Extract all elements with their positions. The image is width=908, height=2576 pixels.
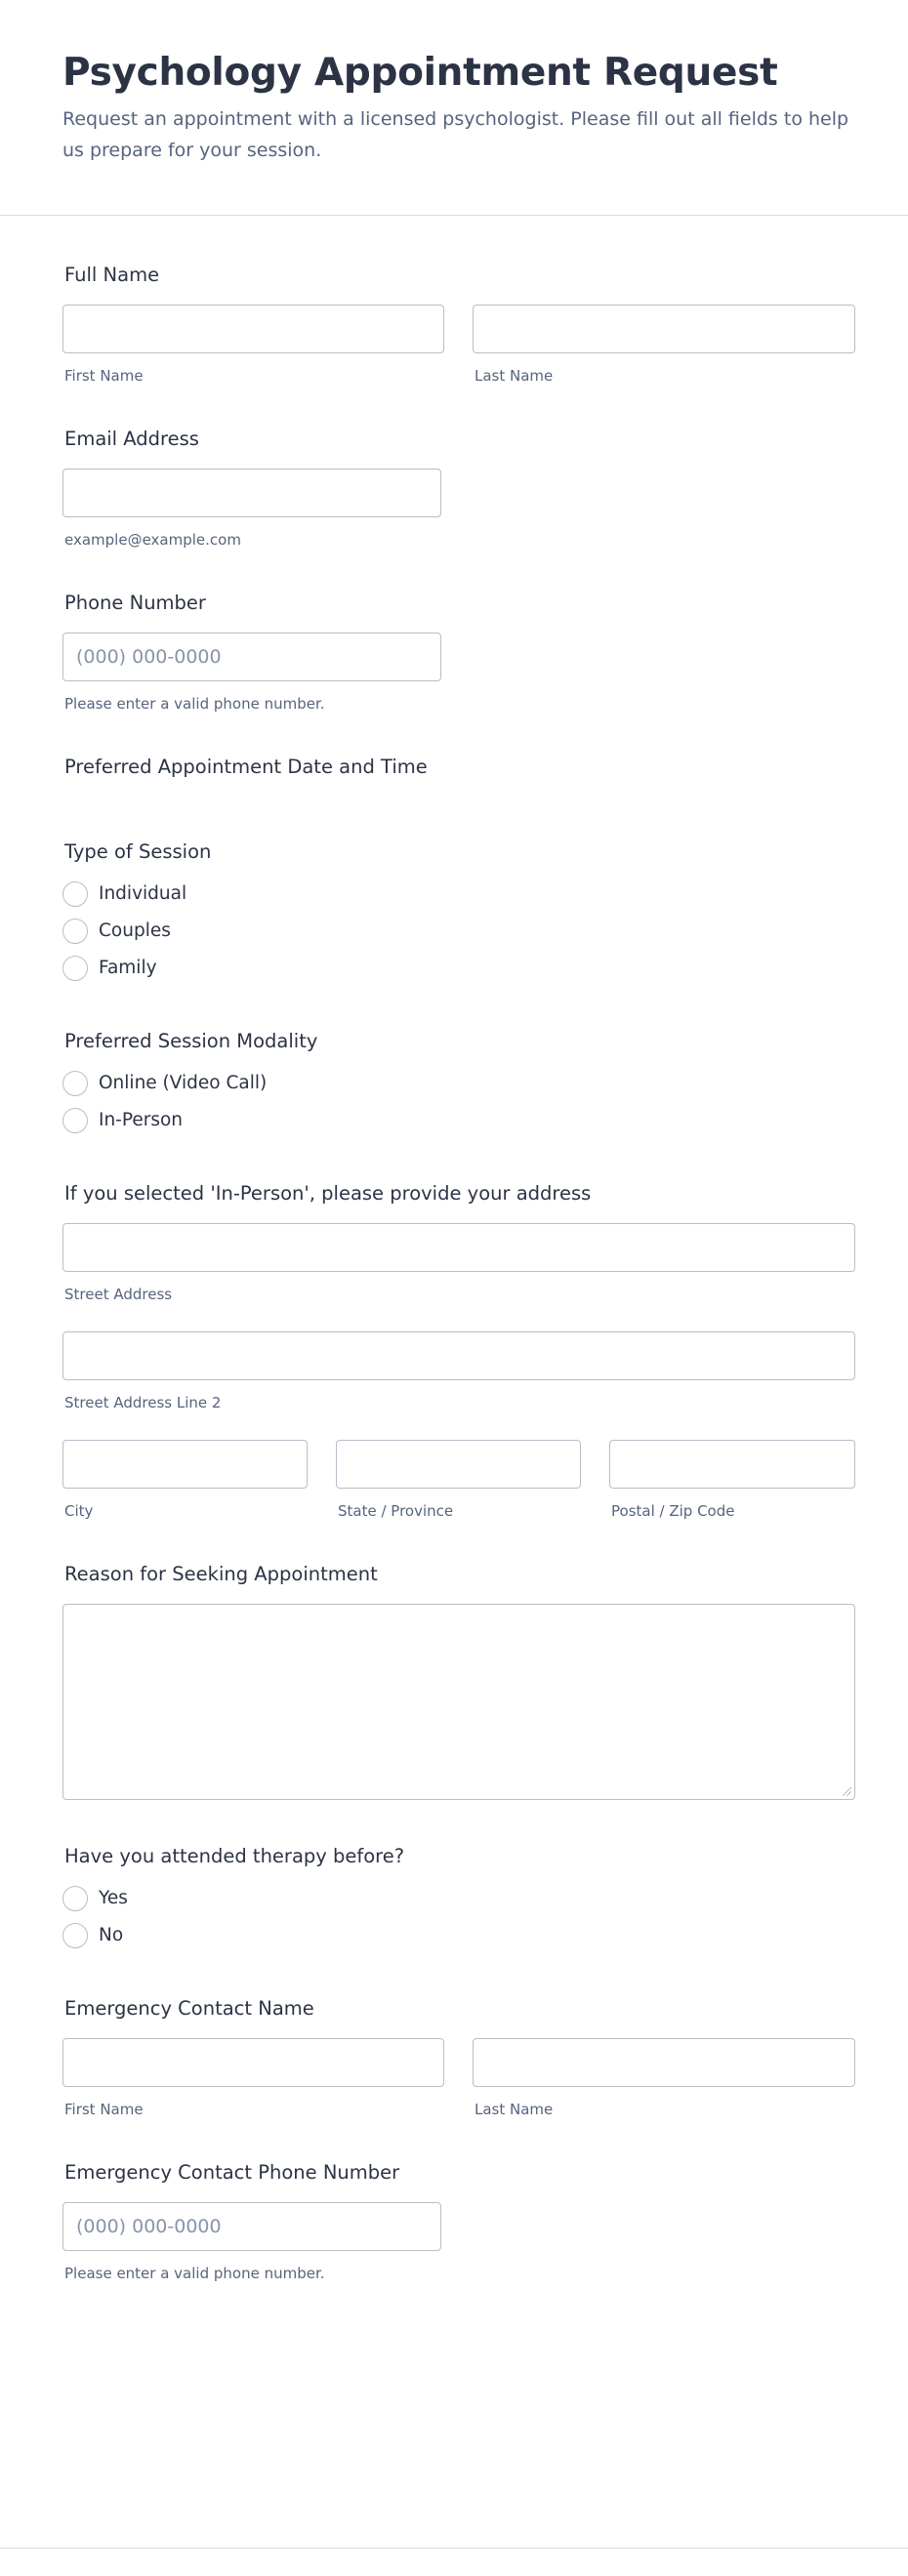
street-address-sublabel: Street Address: [64, 1286, 173, 1303]
radio-circle[interactable]: [62, 1071, 88, 1096]
radio-circle[interactable]: [62, 881, 88, 907]
phone-input[interactable]: (000) 000-0000: [62, 633, 441, 681]
emergency-first-name-input[interactable]: [62, 2038, 444, 2087]
address-label: If you selected 'In-Person', please provide your address: [64, 1182, 592, 1205]
radio-circle[interactable]: [62, 1108, 88, 1133]
city-sublabel: City: [64, 1502, 94, 1520]
emergency-phone-sublabel: Please enter a valid phone number.: [64, 2265, 325, 2282]
emergency-phone-label: Emergency Contact Phone Number: [64, 2161, 400, 2184]
state-input[interactable]: [336, 1440, 581, 1489]
radio-circle[interactable]: [62, 919, 88, 944]
appointment-datetime-label: Preferred Appointment Date and Time: [64, 756, 428, 778]
prior-therapy-label: Have you attended therapy before?: [64, 1845, 405, 1867]
radio-circle[interactable]: [62, 956, 88, 981]
last-name-input[interactable]: [473, 305, 855, 353]
radio-label: Couples: [99, 920, 171, 941]
zip-sublabel: Postal / Zip Code: [611, 1502, 735, 1520]
state-sublabel: State / Province: [338, 1502, 454, 1520]
modality-label: Preferred Session Modality: [64, 1030, 318, 1052]
reason-label: Reason for Seeking Appointment: [64, 1563, 378, 1585]
street-address-line2-sublabel: Street Address Line 2: [64, 1394, 222, 1411]
radio-label: In-Person: [99, 1110, 184, 1130]
form-description: Request an appointment with a licensed psychologist. Please fill out all fields to help us prepare for your session.: [62, 108, 849, 161]
radio-label: Individual: [99, 883, 187, 904]
reason-textarea[interactable]: [62, 1604, 855, 1800]
emergency-last-name-input[interactable]: [473, 2038, 855, 2087]
resize-handle-icon[interactable]: [843, 1787, 851, 1796]
first-name-input[interactable]: [62, 305, 444, 353]
emergency-first-name-sublabel: First Name: [64, 2101, 144, 2118]
email-label: Email Address: [64, 428, 199, 450]
emergency-name-label: Emergency Contact Name: [64, 1997, 314, 2020]
phone-label: Phone Number: [64, 592, 206, 614]
street-address-line2-input[interactable]: [62, 1331, 855, 1380]
form-title: Psychology Appointment Request: [62, 51, 778, 95]
email-input[interactable]: [62, 469, 441, 517]
footer-divider: [0, 2548, 908, 2549]
session-type-label: Type of Session: [64, 840, 212, 863]
radio-circle[interactable]: [62, 1923, 88, 1948]
city-input[interactable]: [62, 1440, 308, 1489]
zip-input[interactable]: [609, 1440, 855, 1489]
last-name-sublabel: Last Name: [475, 367, 554, 385]
form-header: [0, 0, 908, 216]
emergency-phone-input[interactable]: (000) 000-0000: [62, 2202, 441, 2251]
first-name-sublabel: First Name: [64, 367, 144, 385]
street-address-input[interactable]: [62, 1223, 855, 1272]
radio-label: Online (Video Call): [99, 1073, 268, 1093]
radio-circle[interactable]: [62, 1886, 88, 1911]
emergency-last-name-sublabel: Last Name: [475, 2101, 554, 2118]
radio-label: No: [99, 1925, 124, 1945]
full-name-label: Full Name: [64, 264, 160, 286]
email-sublabel: example@example.com: [64, 531, 241, 549]
radio-label: Yes: [99, 1888, 128, 1908]
radio-label: Family: [99, 958, 157, 978]
phone-sublabel: Please enter a valid phone number.: [64, 695, 325, 713]
